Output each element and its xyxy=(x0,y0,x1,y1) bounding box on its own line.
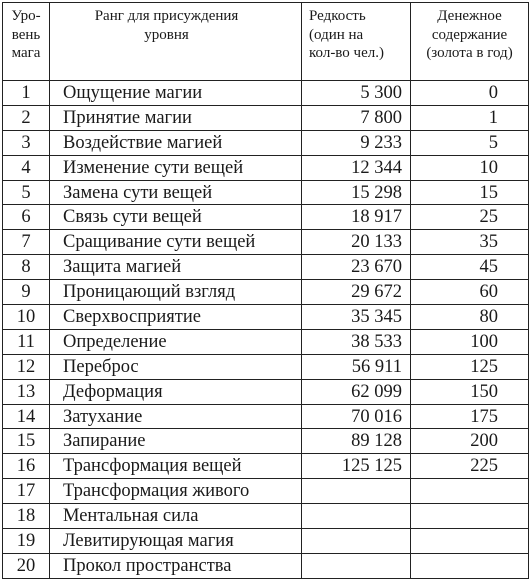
cell-rank: Замена сути вещей xyxy=(50,181,302,206)
cell-salary: 225 xyxy=(411,454,529,479)
cell-level: 13 xyxy=(3,380,50,405)
cell-rank: Сверхвосприятие xyxy=(50,305,302,330)
cell-level: 5 xyxy=(3,181,50,206)
cell-rarity: 89 128 xyxy=(302,429,411,454)
cell-rank: Деформация xyxy=(50,380,302,405)
cell-salary: 5 xyxy=(411,131,529,156)
cell-rarity: 125 125 xyxy=(302,454,411,479)
cell-level: 1 xyxy=(3,81,50,106)
cell-level: 10 xyxy=(3,305,50,330)
cell-salary: 175 xyxy=(411,405,529,430)
cell-rarity: 9 233 xyxy=(302,131,411,156)
cell-rarity: 18 917 xyxy=(302,205,411,230)
cell-salary: 125 xyxy=(411,355,529,380)
header-rank-line: уровня xyxy=(144,26,189,43)
cell-rank: Трансформация живого xyxy=(50,479,302,504)
cell-level: 17 xyxy=(3,479,50,504)
cell-rarity: 62 099 xyxy=(302,380,411,405)
cell-level: 11 xyxy=(3,330,50,355)
cell-level: 8 xyxy=(3,255,50,280)
cell-rarity: 7 800 xyxy=(302,106,411,131)
cell-rank: Изменение сути вещей xyxy=(50,156,302,181)
cell-rarity: 23 670 xyxy=(302,255,411,280)
header-salary-line: Денежное xyxy=(437,8,502,24)
cell-rank: Воздействие магией xyxy=(50,131,302,156)
cell-salary: 100 xyxy=(411,330,529,355)
header-rank xyxy=(50,3,302,81)
cell-rarity xyxy=(302,504,411,529)
header-rarity-line: Редкость xyxy=(309,8,366,24)
cell-salary: 15 xyxy=(411,181,529,206)
cell-level: 12 xyxy=(3,355,50,380)
cell-level: 6 xyxy=(3,205,50,230)
cell-rarity: 56 911 xyxy=(302,355,411,380)
cell-rarity: 38 533 xyxy=(302,330,411,355)
cell-salary: 150 xyxy=(411,380,529,405)
cell-salary: 25 xyxy=(411,205,529,230)
cell-rarity xyxy=(302,554,411,579)
cell-rank: Сращивание сути вещей xyxy=(50,230,302,255)
header-salary-line: содержание xyxy=(431,26,508,43)
cell-rank: Проницающий взгляд xyxy=(50,280,302,305)
cell-level: 19 xyxy=(3,529,50,554)
cell-rarity xyxy=(302,479,411,504)
cell-salary: 0 xyxy=(411,81,529,106)
cell-salary xyxy=(411,479,529,504)
cell-rarity: 29 672 xyxy=(302,280,411,305)
cell-rarity: 5 300 xyxy=(302,81,411,106)
header-rarity-line: (один на xyxy=(309,26,364,43)
cell-salary: 1 xyxy=(411,106,529,131)
cell-rarity: 35 345 xyxy=(302,305,411,330)
cell-level: 18 xyxy=(3,504,50,529)
cell-rank: Ментальная сила xyxy=(50,504,302,529)
header-rank-line: Ранг для присуждения xyxy=(94,8,239,24)
cell-rarity xyxy=(302,529,411,554)
cell-level: 15 xyxy=(3,429,50,454)
cell-rank: Запирание xyxy=(50,429,302,454)
cell-salary: 200 xyxy=(411,429,529,454)
cell-rank: Принятие магии xyxy=(50,106,302,131)
cell-level: 9 xyxy=(3,280,50,305)
cell-rank: Переброс xyxy=(50,355,302,380)
header-salary-line: (золота в год) xyxy=(426,45,513,61)
cell-rarity: 12 344 xyxy=(302,156,411,181)
cell-rank: Затухание xyxy=(50,405,302,430)
cell-rank: Прокол пространства xyxy=(50,554,302,579)
cell-level: 20 xyxy=(3,554,50,579)
header-level xyxy=(3,3,50,81)
cell-salary xyxy=(411,504,529,529)
cell-rank: Трансформация вещей xyxy=(50,454,302,479)
cell-salary: 10 xyxy=(411,156,529,181)
header-level-line: вень xyxy=(11,26,41,43)
cell-level: 2 xyxy=(3,106,50,131)
cell-salary: 45 xyxy=(411,255,529,280)
cell-salary xyxy=(411,529,529,554)
cell-rank: Защита магией xyxy=(50,255,302,280)
cell-rank: Определение xyxy=(50,330,302,355)
cell-salary: 60 xyxy=(411,280,529,305)
header-salary xyxy=(411,3,529,81)
cell-level: 7 xyxy=(3,230,50,255)
cell-salary xyxy=(411,554,529,579)
header-level-line: мага xyxy=(11,45,41,61)
cell-rank: Ощущение магии xyxy=(50,81,302,106)
cell-rarity: 20 133 xyxy=(302,230,411,255)
cell-rarity: 70 016 xyxy=(302,405,411,430)
header-rarity-line: кол-во чел.) xyxy=(309,45,384,61)
header-rarity xyxy=(302,3,411,81)
cell-level: 16 xyxy=(3,454,50,479)
cell-level: 14 xyxy=(3,405,50,430)
cell-rank: Левитирующая магия xyxy=(50,529,302,554)
mage-levels-table xyxy=(2,2,529,579)
cell-rank: Связь сути вещей xyxy=(50,205,302,230)
cell-rarity: 15 298 xyxy=(302,181,411,206)
header-level-line: Уро- xyxy=(11,8,41,24)
cell-salary: 35 xyxy=(411,230,529,255)
cell-salary: 80 xyxy=(411,305,529,330)
cell-level: 3 xyxy=(3,131,50,156)
cell-level: 4 xyxy=(3,156,50,181)
